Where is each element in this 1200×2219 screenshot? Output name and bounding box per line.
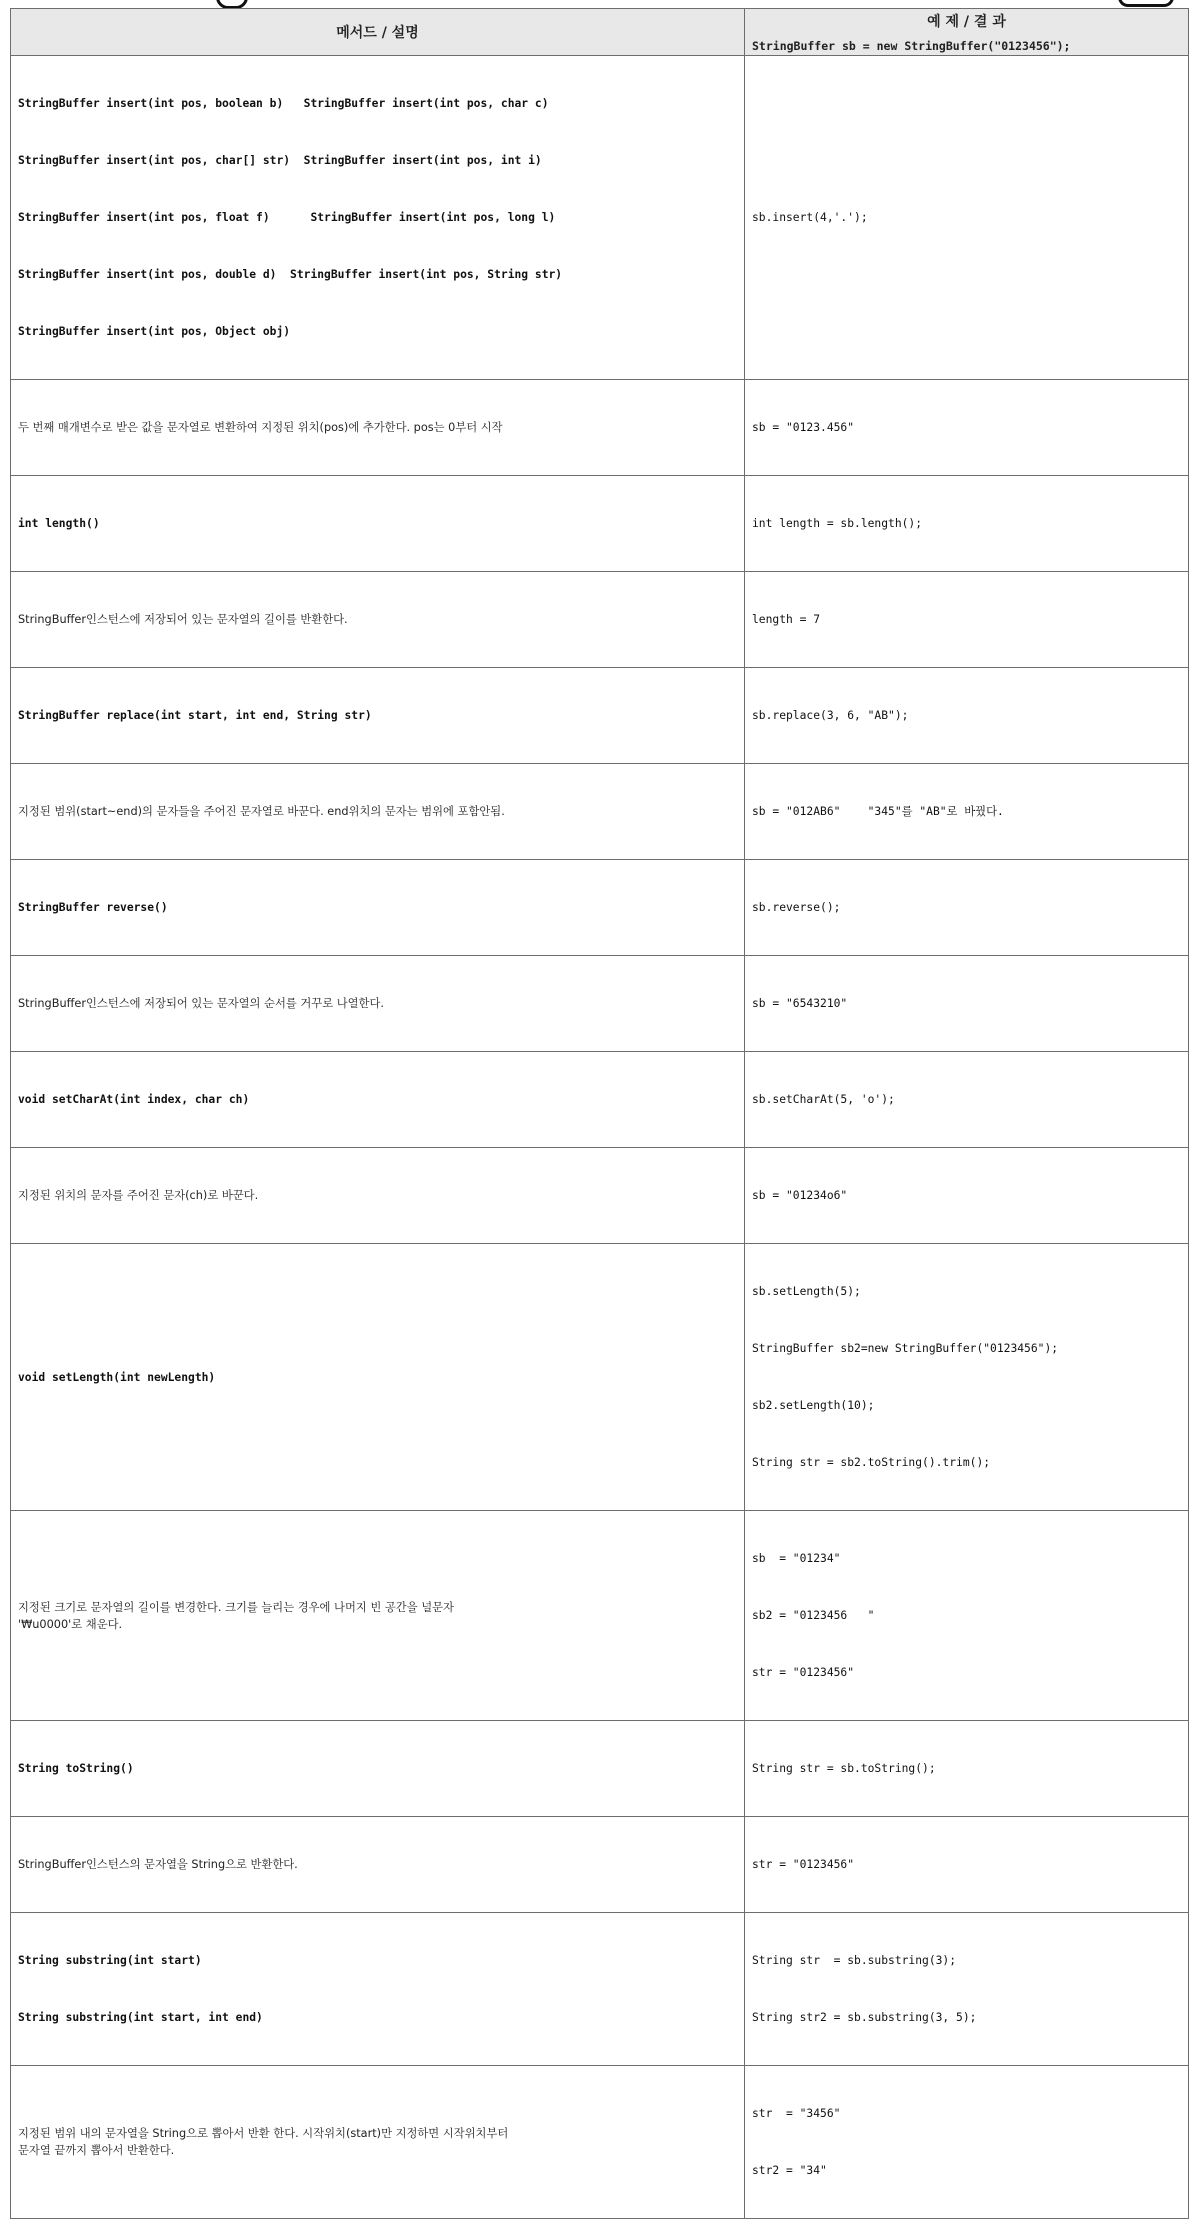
- example-line: String str2 = sb.substring(3, 5);: [752, 2011, 977, 2024]
- example-line: sb2.setLength(10);: [752, 1399, 875, 1412]
- result-line: str = "0123456": [752, 1666, 855, 1679]
- signature-line: StringBuffer insert(int pos, boolean b) StringBuffer insert(int pos, char c): [18, 97, 549, 110]
- method-row-tostring: [11, 1721, 1189, 1817]
- description-line: 문자열 끝까지 뽑아서 반환한다.: [18, 2144, 175, 2157]
- result-line: sb2 = "0123456 ": [752, 1609, 875, 1622]
- method-signature: [11, 860, 745, 956]
- example-line: String str = sb.toString();: [752, 1762, 936, 1775]
- signature-line: StringBuffer insert(int pos, char[] str) StringBuffer insert(int pos, int i): [18, 154, 542, 167]
- example-line: sb.setLength(5);: [752, 1285, 861, 1298]
- example-code: [745, 56, 1189, 380]
- example-code: [745, 1913, 1189, 2066]
- header-row: [11, 9, 1189, 56]
- description-line: StringBuffer인스턴스의 문자열을 String으로 반환한다.: [18, 1858, 298, 1871]
- header-example-title: 예 제 / 결 과: [927, 14, 1006, 30]
- signature-line: String substring(int start): [18, 1954, 202, 1967]
- method-description: [11, 956, 745, 1052]
- header-method-description: 메서드 / 설명: [11, 9, 745, 56]
- desc-row-insert: [11, 380, 1189, 476]
- example-line: int length = sb.length();: [752, 517, 923, 530]
- method-signature: [11, 668, 745, 764]
- method-description: [11, 2066, 745, 2219]
- example-line: StringBuffer sb2=new StringBuffer("0123456");: [752, 1342, 1059, 1355]
- example-code: [745, 1052, 1189, 1148]
- example-line: sb.setCharAt(5, 'o');: [752, 1093, 895, 1106]
- example-line: String str = sb2.toString().trim();: [752, 1456, 991, 1469]
- method-description: [11, 1817, 745, 1913]
- method-signature: [11, 1913, 745, 2066]
- result-line: str = "0123456": [752, 1858, 855, 1871]
- method-row-reverse: [11, 860, 1189, 956]
- description-line: 지정된 위치의 문자를 주어진 문자(ch)로 바꾼다.: [18, 1189, 259, 1202]
- signature-line: void setLength(int newLength): [18, 1370, 216, 1384]
- desc-row-tostring: [11, 1817, 1189, 1913]
- description-line: 지정된 범위 내의 문자열을 String으로 뽑아서 반환 한다. 시작위치(start)만 지정하면 시작위치부터: [18, 2127, 509, 2140]
- signature-line: StringBuffer insert(int pos, double d) StringBuffer insert(int pos, String str): [18, 268, 563, 281]
- example-result: [745, 572, 1189, 668]
- description-line: StringBuffer인스턴스에 저장되어 있는 문자열의 순서를 거꾸로 나열한다.: [18, 997, 384, 1010]
- desc-row-replace: [11, 764, 1189, 860]
- example-result: [745, 1511, 1189, 1721]
- result-line: str = "3456": [752, 2107, 841, 2120]
- method-signature: [11, 1052, 745, 1148]
- desc-row-setcharat: [11, 1148, 1189, 1244]
- result-line: str2 = "34": [752, 2164, 827, 2177]
- clipped-title-fragment: [0, 0, 1200, 8]
- clipped-paren: [1118, 0, 1174, 7]
- signature-line: void setCharAt(int index, char ch): [18, 1093, 250, 1106]
- example-line: String str = sb.substring(3);: [752, 1954, 957, 1967]
- method-row-setlength: [11, 1244, 1189, 1511]
- signature-line: StringBuffer insert(int pos, Object obj): [18, 325, 291, 338]
- method-row-replace: [11, 668, 1189, 764]
- header-example-code: StringBuffer sb = new StringBuffer("0123456");: [752, 39, 1071, 53]
- example-line: sb.insert(4,'.');: [752, 211, 868, 224]
- example-result: [745, 764, 1189, 860]
- result-line: sb = "6543210": [752, 997, 848, 1010]
- method-signature: [11, 56, 745, 380]
- result-line: sb = "01234o6": [752, 1189, 848, 1202]
- desc-row-reverse: [11, 956, 1189, 1052]
- example-result: [745, 956, 1189, 1052]
- example-line: sb.replace(3, 6, "AB");: [752, 709, 909, 722]
- example-code: [745, 668, 1189, 764]
- method-signature: [11, 1721, 745, 1817]
- method-description: [11, 572, 745, 668]
- method-row-substring: [11, 1913, 1189, 2066]
- result-line: sb = "0123.456": [752, 421, 855, 434]
- method-description: [11, 380, 745, 476]
- description-line: '₩u0000'로 채운다.: [18, 1617, 123, 1631]
- method-description: [11, 1148, 745, 1244]
- result-line: sb = "01234": [752, 1552, 841, 1565]
- example-result: [745, 1148, 1189, 1244]
- stringbuffer-methods-table: [10, 8, 1189, 2219]
- method-description: [11, 1511, 745, 1721]
- desc-row-setlength: [11, 1511, 1189, 1721]
- example-code: [745, 860, 1189, 956]
- signature-line: StringBuffer insert(int pos, float f) StringBuffer insert(int pos, long l): [18, 211, 556, 224]
- result-line: length = 7: [752, 613, 821, 626]
- method-row-setcharat: [11, 1052, 1189, 1148]
- method-signature: [11, 476, 745, 572]
- description-line: StringBuffer인스턴스에 저장되어 있는 문자열의 길이를 반환한다.: [18, 613, 348, 626]
- example-line: sb.reverse();: [752, 901, 841, 914]
- desc-row-substring: [11, 2066, 1189, 2219]
- signature-line: StringBuffer reverse(): [18, 901, 168, 914]
- desc-row-length: [11, 572, 1189, 668]
- method-row-insert: [11, 56, 1189, 380]
- example-code: [745, 476, 1189, 572]
- description-line: 지정된 크기로 문자열의 길이를 변경한다. 크기를 늘리는 경우에 나머지 빈 공간을 널문자: [18, 1600, 454, 1614]
- example-result: [745, 380, 1189, 476]
- example-code: [745, 1721, 1189, 1817]
- method-row-length: [11, 476, 1189, 572]
- example-code: [745, 1244, 1189, 1511]
- method-description: [11, 764, 745, 860]
- description-line: 지정된 범위(start~end)의 문자들을 주어진 문자열로 바꾼다. end위치의 문자는 범위에 포함안됨.: [18, 805, 505, 818]
- example-result: [745, 2066, 1189, 2219]
- header-example-result: [745, 9, 1189, 56]
- signature-line: String toString(): [18, 1762, 134, 1775]
- description-line: 두 번째 매개변수로 받은 값을 문자열로 변환하여 지정된 위치(pos)에 추가한다. pos는 0부터 시작: [18, 421, 503, 434]
- example-result: [745, 1817, 1189, 1913]
- method-signature: [11, 1244, 745, 1511]
- signature-line: String substring(int start, int end): [18, 2011, 263, 2024]
- signature-line: int length(): [18, 517, 100, 530]
- signature-line: StringBuffer replace(int start, int end, String str): [18, 709, 372, 722]
- result-line: sb = "012AB6" "345"를 "AB"로 바꿨다.: [752, 805, 1004, 818]
